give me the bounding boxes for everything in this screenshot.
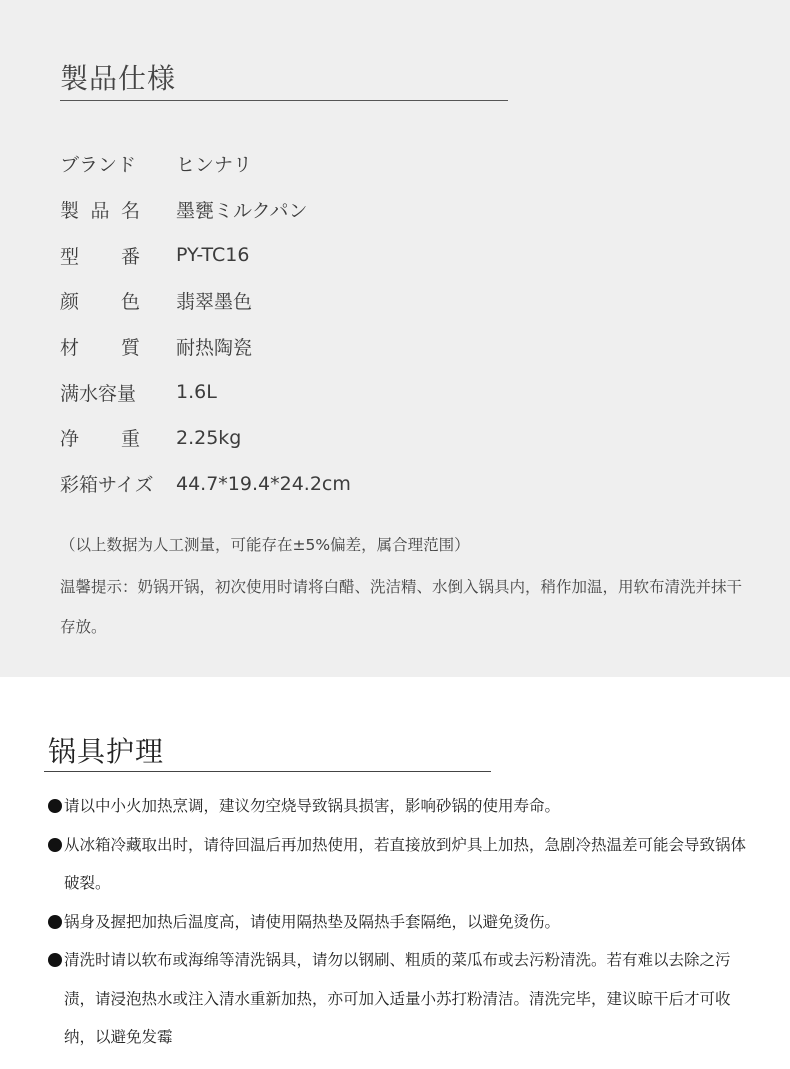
specifications-title-underline	[60, 100, 508, 101]
bullet-dot-icon	[48, 903, 64, 942]
bullet-dot-icon	[48, 787, 64, 826]
spec-row-product-name	[60, 187, 740, 233]
care-item-text: 锅身及握把加热后温度高，请使用隔热垫及隔热手套隔绝，以避免烫伤。	[64, 912, 561, 931]
spec-row-net-weight	[60, 415, 740, 461]
care-title: 锅具护理	[48, 735, 165, 768]
care-item-text: 请以中小火加热烹调，建议勿空烧导致锅具损害，影响砂锅的使用寿命。	[64, 797, 561, 815]
care-item-text: 从冰箱冷藏取出时，请待回温后再加热使用，若直接放到炉具上加热，急剧冷热温差可能会导致锅体破裂。	[64, 835, 747, 892]
measurement-note: （以上数据为人工测量，可能存在±5%偏差，属合理范围）	[60, 536, 470, 554]
spec-label: 净 重	[60, 428, 140, 451]
bullet-dot-icon	[48, 826, 64, 903]
care-item-text: 清洗时请以软布或海绵等清洗锅具，请勿以钢刷、粗质的菜瓜布或去污粉清洗。若有难以去除之污渍，请浸泡热水或注入清水重新加热，亦可加入适量小苏打粉清洁。清洗完毕，建议晾干后才可收纳，以避免发霉	[64, 951, 731, 1046]
spec-label: 颜 色	[60, 291, 140, 314]
spec-row-color	[60, 278, 740, 324]
spec-row-box-size	[60, 461, 740, 507]
spec-row-material	[60, 324, 740, 370]
spec-row-brand	[60, 141, 740, 187]
spec-label: ブランド	[60, 154, 137, 177]
spec-label: 彩箱サイズ	[60, 474, 154, 497]
bullet-dot-icon	[48, 941, 64, 1057]
spec-value: 耐热陶瓷	[176, 337, 253, 360]
care-title-underline	[44, 771, 491, 772]
spec-label: 型 番	[60, 245, 140, 268]
care-instructions-list	[48, 787, 758, 1057]
specifications-table	[60, 141, 740, 507]
spec-value: ヒンナリ	[176, 154, 253, 177]
spec-row-capacity	[60, 369, 740, 415]
usage-tips: 温馨提示：奶锅开锅，初次使用时请将白醋、洗洁精、水倒入锅具内，稍作加温，用软布清洗并抹干存放。	[60, 578, 743, 636]
spec-value: 2.25kg	[176, 426, 242, 449]
spec-value: PY-TC16	[176, 244, 250, 267]
spec-value: 翡翠墨色	[176, 291, 253, 314]
spec-row-model	[60, 232, 740, 278]
list-item	[48, 826, 758, 903]
list-item	[48, 941, 758, 1057]
specifications-title: 製品仕様	[60, 62, 177, 95]
spec-label: 製 品 名	[60, 200, 140, 223]
list-item	[48, 787, 758, 826]
spec-label: 材 質	[60, 337, 140, 360]
list-item	[48, 903, 758, 942]
spec-value: 墨甕ミルクパン	[176, 200, 308, 223]
spec-value: 44.7*19.4*24.2cm	[176, 472, 351, 495]
spec-value: 1.6L	[176, 381, 217, 404]
spec-label: 满水容量	[60, 382, 137, 405]
